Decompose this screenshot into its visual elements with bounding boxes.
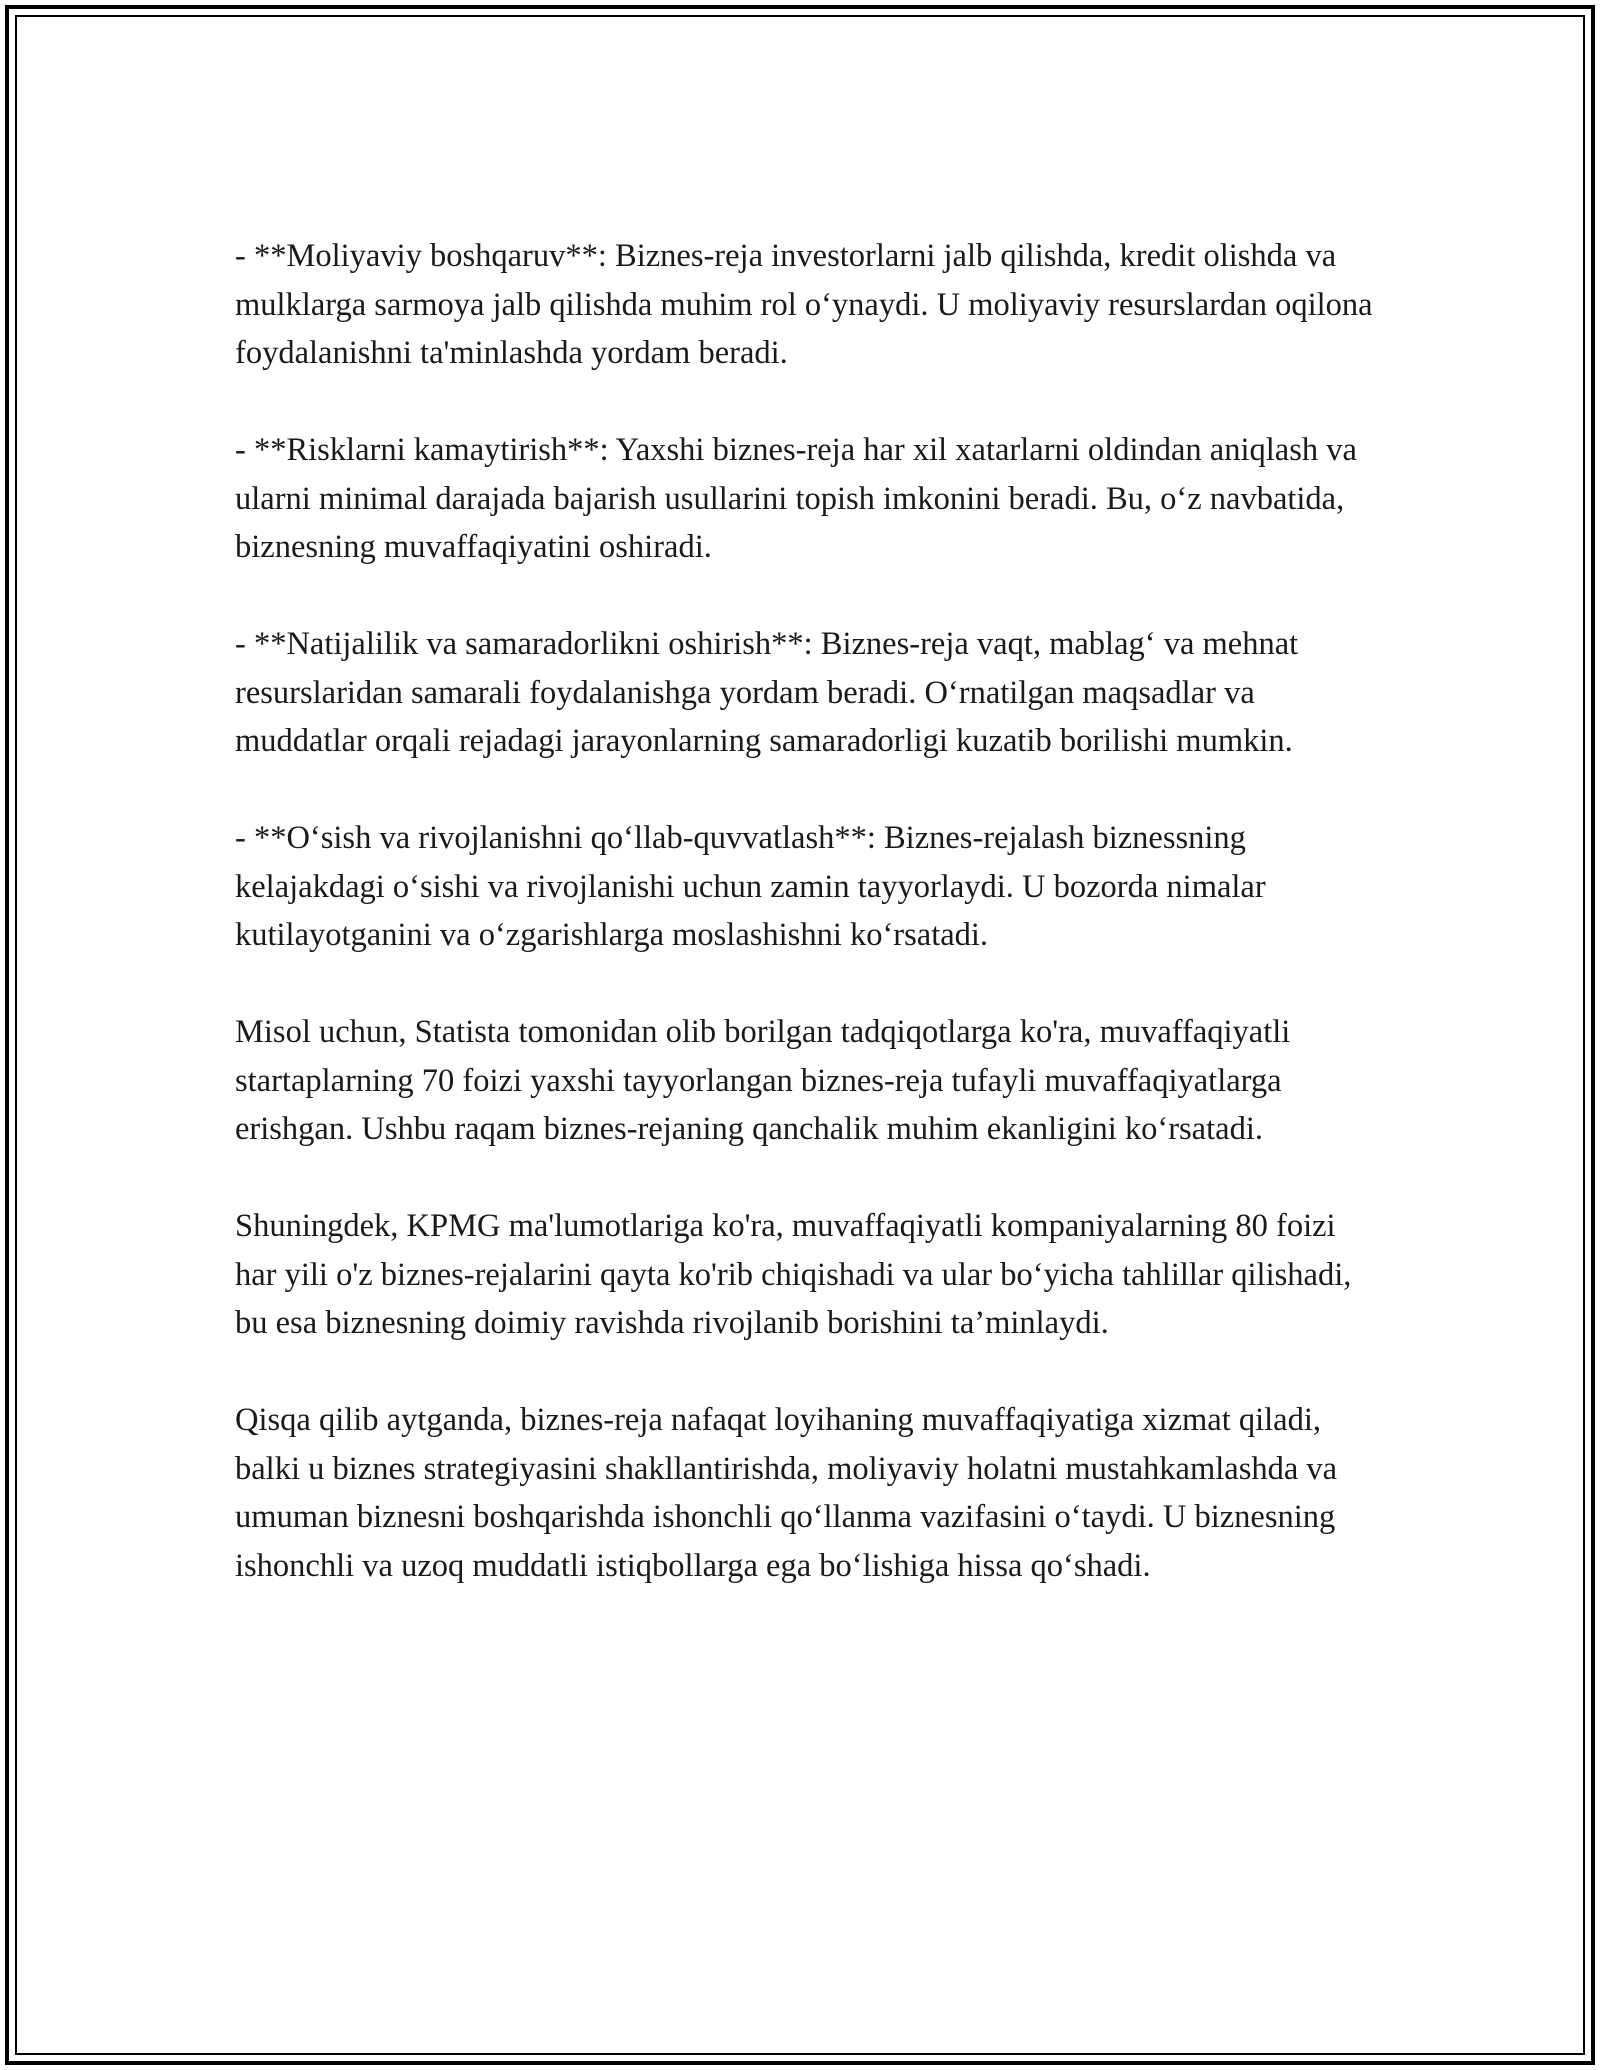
document-body [235,232,1385,1639]
bullet-risklarni-kamaytirish: - **Risklarni kamaytirish**: Yaxshi biznes-reja har xil xatarlarni oldindan aniqlash va ularni minimal darajada bajarish usullarini topish imkonini beradi. Bu, o‘z navbatida, biznesning muvaffaqiyatini oshiradi. [235,432,1357,565]
bullet-natijalilik-samaradorlik: - **Natijalilik va samaradorlikni oshirish**: Biznes-reja vaqt, mablag‘ va mehnat resurslaridan samarali foydalanishga yordam beradi. O‘rnatilgan maqsadlar va muddatlar orqali rejadagi jarayonlarning samaradorligi kuzatib borilishi mumkin. [235,626,1299,759]
bullet-moliyaviy-boshqaruv: - **Moliyaviy boshqaruv**: Biznes-reja investorlarni jalb qilishda, kredit olishda va mulklarga sarmoya jalb qilishda muhim rol o‘ynaydi. U moliyaviy resurslardan oqilona foydalanishni ta'minlashda yordam beradi. [235,238,1373,371]
bullet-osish-rivojlanish: - **O‘sish va rivojlanishni qo‘llab-quvvatlash**: Biznes-rejalash biznessning kelajakdagi o‘sishi va rivojlanishi uchun zamin tayyorlaydi. U bozorda nimalar kutilayotganini va o‘zgarishlarga moslashishni ko‘rsatadi. [235,820,1266,953]
paragraph-kpmg: Shuningdek, KPMG ma'lumotlariga ko'ra, muvaffaqiyatli kompaniyalarning 80 foizi har yili o'z biznes-rejalarini qayta ko'rib chiqishadi va ular bo‘yicha tahlillar qilishadi, bu esa biznesning doimiy ravishda rivojlanib borishini ta’minlaydi. [235,1208,1352,1341]
paragraph-conclusion: Qisqa qilib aytganda, biznes-reja nafaqat loyihaning muvaffaqiyatiga xizmat qiladi, balki u biznes strategiyasini shakllantirishda, moliyaviy holatni mustahkamlashda va umuman biznesni boshqarishda ishonchli qo‘llanma vazifasini o‘taydi. U biznesning ishonchli va uzoq muddatli istiqbollarga ega bo‘lishiga hissa qo‘shadi. [235,1402,1338,1584]
paragraph-statista: Misol uchun, Statista tomonidan olib borilgan tadqiqotlarga ko'ra, muvaffaqiyatli startaplarning 70 foizi yaxshi tayyorlangan biznes-reja tufayli muvaffaqiyatlarga erishgan. Ushbu raqam biznes-rejaning qanchalik muhim ekanligini ko‘rsatadi. [235,1014,1291,1147]
